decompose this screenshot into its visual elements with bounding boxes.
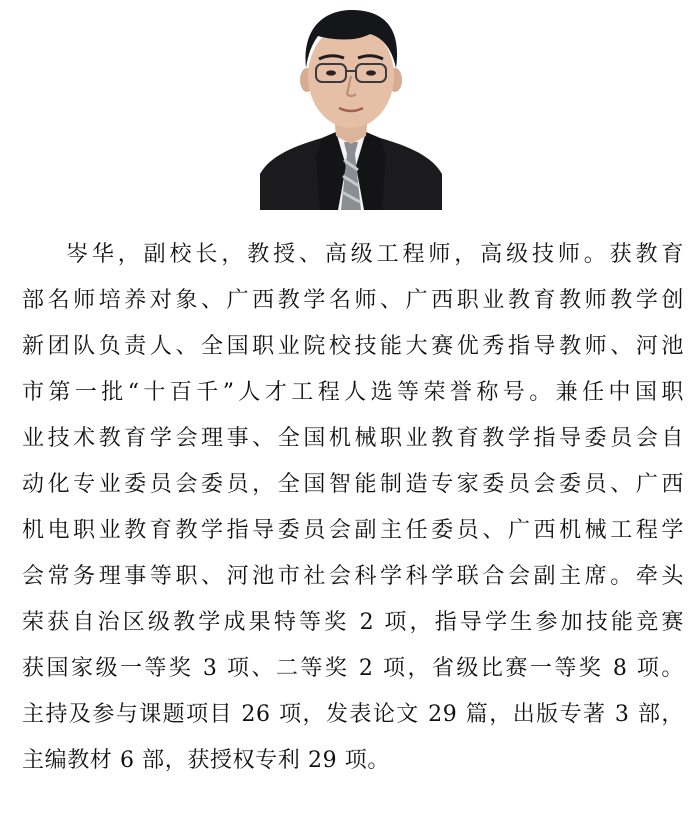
bio-line: 荣获自治区级教学成果特等奖 2 项，指导学生参加技能竞赛: [22, 610, 684, 635]
bio-line: 主编教材 6 部，获授权专利 29 项。: [22, 748, 390, 773]
biography-text: [22, 232, 684, 784]
bio-line: 新团队负责人、全国职业院校技能大赛优秀指导教师、河池: [22, 334, 684, 359]
portrait-photo: [260, 6, 442, 210]
bio-line: 市第一批“十百千”人才工程人选等荣誉称号。兼任中国职: [22, 380, 684, 405]
bio-line: 动化专业委员会委员，全国智能制造专家委员会委员、广西: [22, 472, 684, 497]
bio-line: 获国家级一等奖 3 项、二等奖 2 项，省级比赛一等奖 8 项。: [22, 656, 684, 681]
bio-line: 机电职业教育教学指导委员会副主任委员、广西机械工程学: [22, 518, 684, 543]
bio-line: 主持及参与课题项目 26 项，发表论文 29 篇，出版专著 3 部，: [22, 702, 684, 727]
bio-line: 部名师培养对象、广西教学名师、广西职业教育教师教学创: [22, 288, 684, 313]
bio-line: 业技术教育学会理事、全国机械职业教育教学指导委员会自: [22, 426, 684, 451]
bio-line: 会常务理事等职、河池市社会科学科学联合会副主席。牵头: [22, 564, 684, 589]
bio-line: 岑华，副校长，教授、高级工程师，高级技师。获教育: [66, 242, 684, 267]
